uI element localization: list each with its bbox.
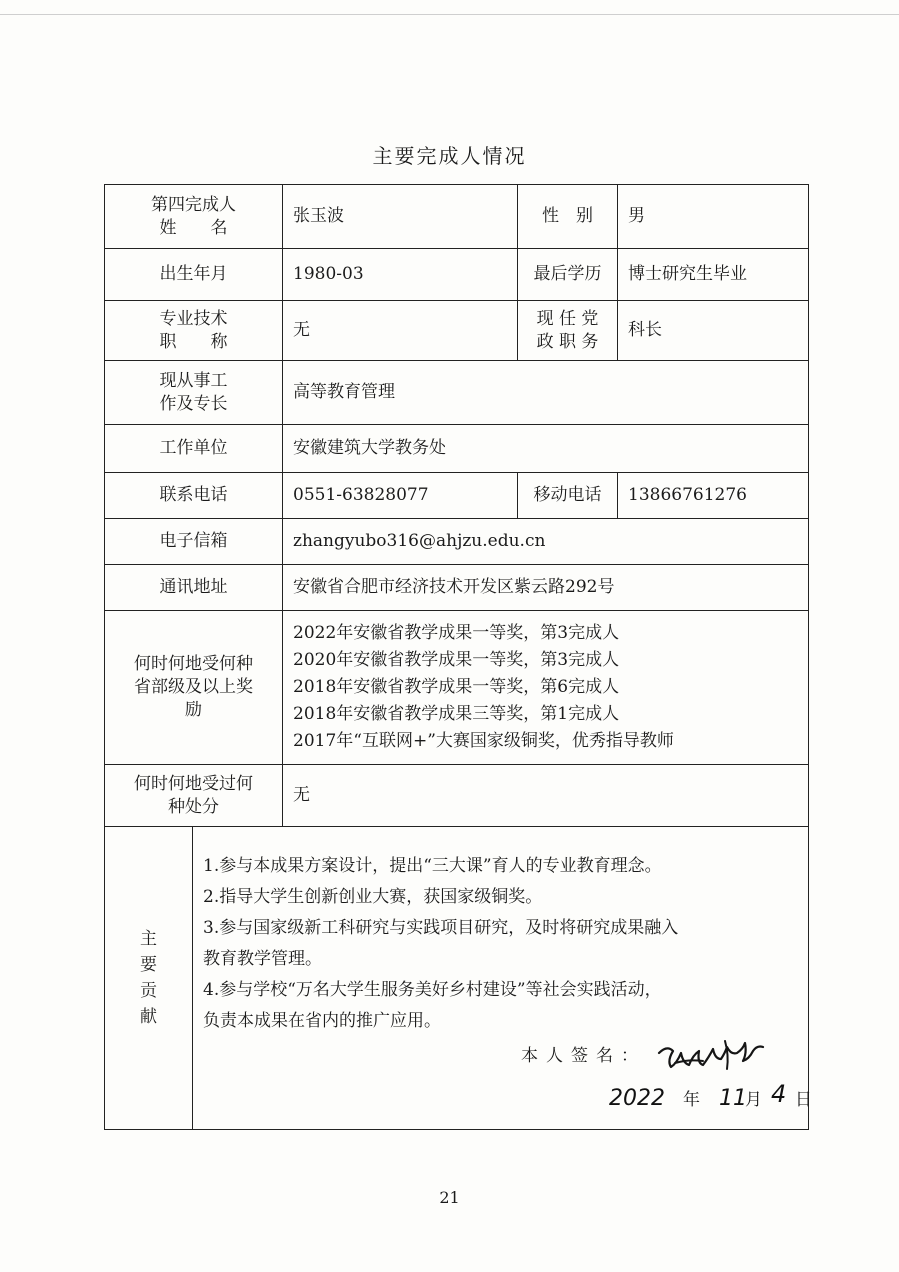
unit-label: 工作单位 (105, 425, 283, 473)
email-value: zhangyubo316@ahjzu.edu.cn (283, 519, 809, 565)
row-punishment (105, 765, 809, 827)
award-item: 2017年“互联网+”大赛国家级铜奖，优秀指导教师 (293, 731, 674, 751)
education-value: 博士研究生毕业 (618, 249, 809, 301)
row-name (105, 185, 809, 249)
birth-value: 1980-03 (283, 249, 518, 301)
row-title (105, 301, 809, 361)
tech-title-label: 专业技术 职 称 (105, 301, 283, 361)
contribution-content (193, 827, 812, 1130)
mobile-label: 移动电话 (518, 473, 618, 519)
contribution-line: 1.参与本成果方案设计，提出“三大课”育人的专业教育理念。 (203, 856, 662, 876)
signature-label: 本人签名： (521, 1046, 646, 1066)
unit-value: 安徽建筑大学教务处 (283, 425, 809, 473)
phone-value: 0551-63828077 (283, 473, 518, 519)
punishment-value: 无 (283, 765, 809, 827)
row-awards (105, 611, 809, 765)
mobile-value: 13866761276 (618, 473, 809, 519)
tech-title-value: 无 (283, 301, 518, 361)
email-label: 电子信箱 (105, 519, 283, 565)
address-label: 通讯地址 (105, 565, 283, 611)
date-month: 11 (719, 1086, 747, 1111)
awards-list (283, 611, 809, 765)
document-title: 主要完成人情况 (372, 144, 527, 168)
award-item: 2022年安徽省教学成果一等奖，第3完成人 (293, 623, 620, 643)
row-work (105, 361, 809, 425)
contribution-line: 2.指导大学生创新创业大赛，获国家级铜奖。 (203, 887, 543, 907)
gender-label: 性 别 (518, 185, 618, 249)
award-item: 2020年安徽省教学成果一等奖，第3完成人 (293, 650, 620, 670)
post-label: 现 任 党 政 职 务 (518, 301, 618, 361)
work-label: 现从事工 作及专长 (105, 361, 283, 425)
name-label: 第四完成人 姓 名 (105, 185, 283, 249)
row-birth (105, 249, 809, 301)
awards-label: 何时何地受何种 省部级及以上奖 励 (105, 611, 283, 765)
birth-label: 出生年月 (105, 249, 283, 301)
post-value: 科长 (618, 301, 809, 361)
punishment-label: 何时何地受过何 种处分 (105, 765, 283, 827)
award-item: 2018年安徽省教学成果一等奖，第6完成人 (293, 677, 620, 697)
contribution-line: 3.参与国家级新工科研究与实践项目研究，及时将研究成果融入 (203, 918, 679, 938)
row-email (105, 519, 809, 565)
address-value: 安徽省合肥市经济技术开发区紫云路292号 (283, 565, 809, 611)
contribution-line: 负责本成果在省内的推广应用。 (203, 1011, 441, 1031)
row-unit (105, 425, 809, 473)
education-label: 最后学历 (518, 249, 618, 301)
contribution-label: 主 要 贡 献 (105, 827, 193, 1130)
contribution-line: 4.参与学校“万名大学生服务美好乡村建设”等社会实践活动， (203, 980, 662, 1000)
award-item: 2018年安徽省教学成果三等奖，第1完成人 (293, 704, 620, 724)
row-address (105, 565, 809, 611)
gender-value: 男 (618, 185, 809, 249)
name-value: 张玉波 (283, 185, 518, 249)
signature-date: 2022 年 11 月 4 日 (609, 1080, 812, 1111)
row-phone (105, 473, 809, 519)
date-year: 2022 (609, 1086, 665, 1111)
contribution-line: 教育教学管理。 (203, 949, 322, 969)
work-value: 高等教育管理 (283, 361, 809, 425)
handwritten-signature (655, 1033, 785, 1077)
date-day: 4 (771, 1080, 787, 1108)
page-top-rule (0, 14, 899, 15)
person-info-table (104, 184, 812, 1130)
phone-label: 联系电话 (105, 473, 283, 519)
page-number: 21 (439, 1188, 460, 1207)
contribution-list (203, 851, 800, 1037)
row-contribution (105, 827, 809, 1130)
